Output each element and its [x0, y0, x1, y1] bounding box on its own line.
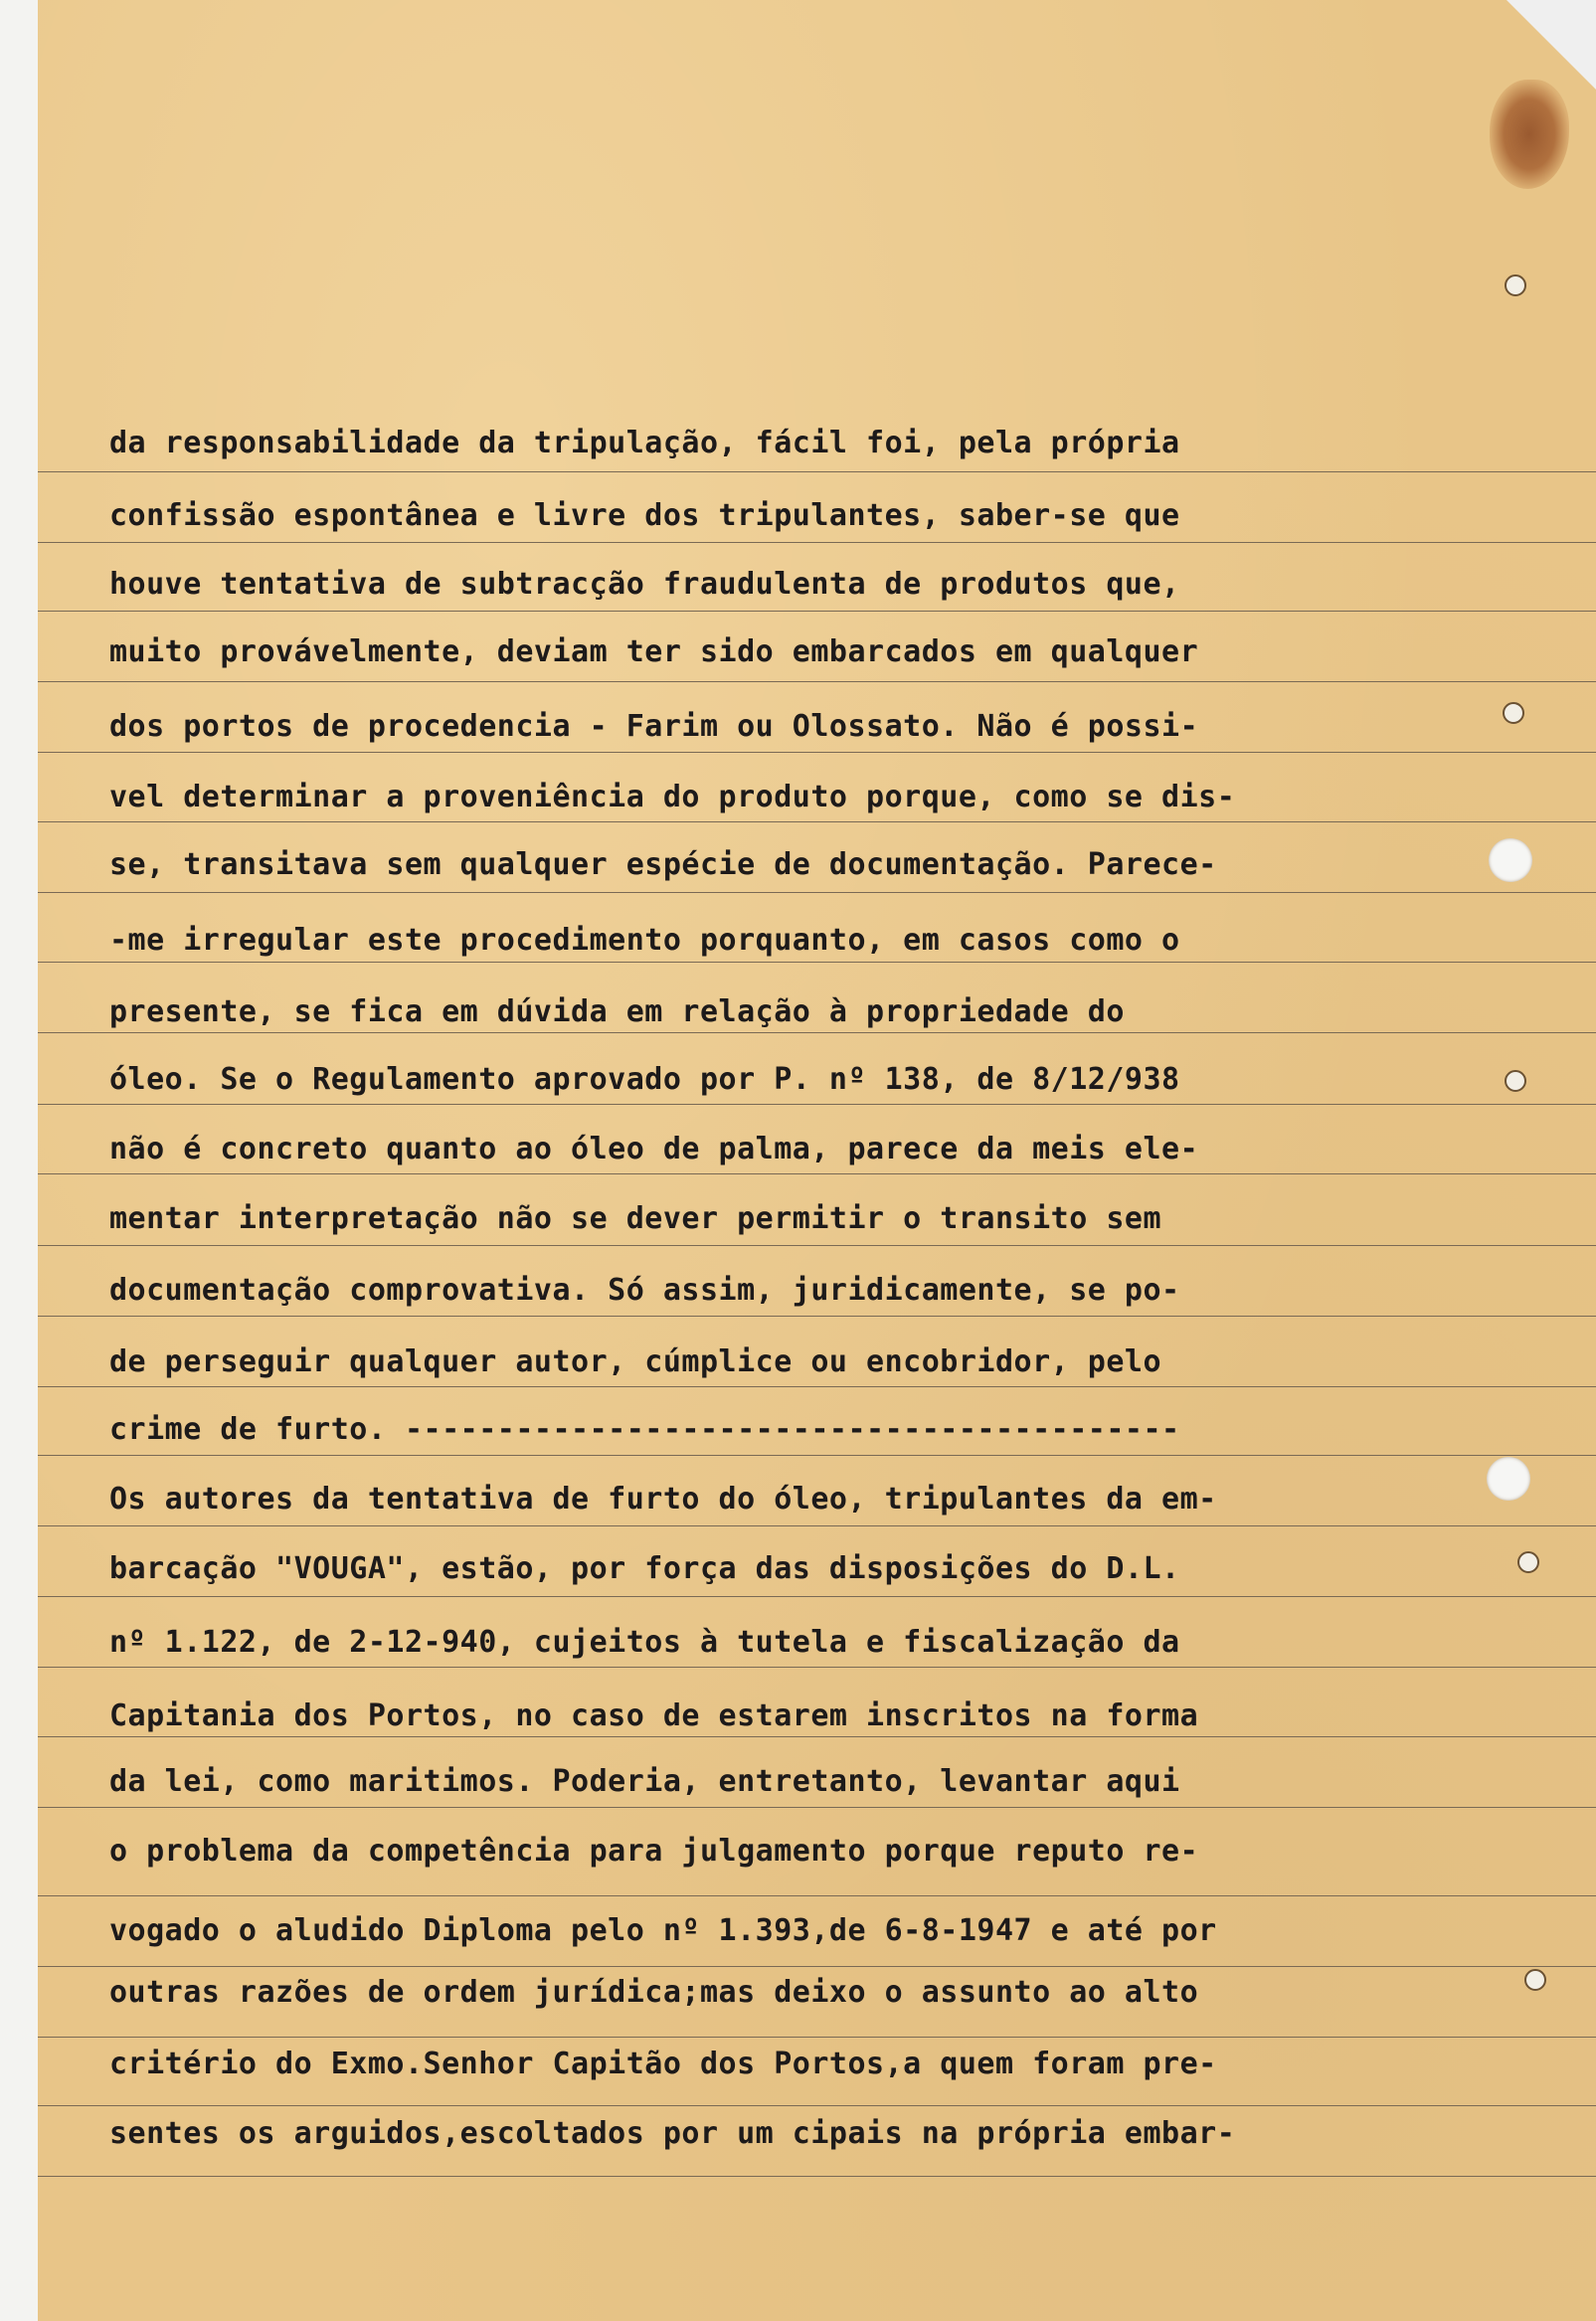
ruled-line — [38, 1966, 1596, 1967]
ruled-line — [38, 2176, 1596, 2177]
ruled-line — [38, 1455, 1596, 1456]
ruled-line — [38, 1316, 1596, 1317]
text-line-14: de perseguir qualquer autor, cúmplice ou encobridor, pelo — [109, 1344, 1162, 1379]
ruled-line — [38, 1895, 1596, 1896]
ruled-line — [38, 471, 1596, 472]
ruled-line — [38, 821, 1596, 822]
ruled-line — [38, 962, 1596, 963]
text-line-9: presente, se fica em dúvida em relação à propriedade do — [109, 994, 1125, 1029]
ruled-line — [38, 892, 1596, 893]
text-line-15: crime de furto. ------------------------------------------ — [109, 1412, 1180, 1447]
torn-corner — [1507, 0, 1596, 89]
text-line-2: confissão espontânea e livre dos tripulantes, saber-se que — [109, 498, 1180, 533]
text-line-23: outras razões de ordem jurídica;mas deixo o assunto ao alto — [109, 1975, 1199, 2010]
ruled-line — [38, 1667, 1596, 1668]
ruled-line — [38, 1173, 1596, 1174]
text-line-10: óleo. Se o Regulamento aprovado por P. nº 138, de 8/12/938 — [109, 1062, 1180, 1097]
punch-hole-upper — [1489, 838, 1532, 882]
text-line-16: Os autores da tentativa de furto do óleo, tripulantes da em- — [109, 1482, 1217, 1517]
ruled-line — [38, 752, 1596, 753]
ruled-line — [38, 611, 1596, 612]
text-line-17: barcação "VOUGA", estão, por força das disposições do D.L. — [109, 1551, 1180, 1586]
staple-hole-5 — [1524, 1969, 1546, 1991]
ruled-line — [38, 1104, 1596, 1105]
staple-hole-2 — [1503, 702, 1524, 724]
ruled-line — [38, 681, 1596, 682]
ruled-line — [38, 1245, 1596, 1246]
text-line-19: Capitania dos Portos, no caso de estarem inscritos na forma — [109, 1698, 1199, 1733]
text-line-1: da responsabilidade da tripulação, fácil foi, pela própria — [109, 426, 1180, 460]
text-line-25: sentes os arguidos,escoltados por um cipais na própria embar- — [109, 2116, 1236, 2151]
text-line-13: documentação comprovativa. Só assim, juridicamente, se po- — [109, 1273, 1180, 1308]
ruled-line — [38, 1032, 1596, 1033]
text-line-22: vogado o aludido Diploma pelo nº 1.393,de 6-8-1947 e até por — [109, 1913, 1217, 1948]
staple-hole-1 — [1505, 274, 1526, 296]
text-line-6: vel determinar a proveniência do produto porque, como se dis- — [109, 780, 1236, 814]
text-line-11: não é concreto quanto ao óleo de palma, parece da meis ele- — [109, 1132, 1199, 1166]
text-line-20: da lei, como maritimos. Poderia, entretanto, levantar aqui — [109, 1764, 1180, 1799]
scan-margin — [0, 0, 38, 2321]
ruled-line — [38, 1386, 1596, 1387]
text-line-21: o problema da competência para julgamento porque reputo re- — [109, 1834, 1199, 1869]
staple-hole-4 — [1517, 1551, 1539, 1573]
ruled-line — [38, 1807, 1596, 1808]
staple-hole-3 — [1505, 1070, 1526, 1092]
ruled-line — [38, 1736, 1596, 1737]
ruled-line — [38, 1525, 1596, 1526]
text-line-3: houve tentativa de subtracção fraudulenta de produtos que, — [109, 567, 1180, 602]
text-line-12: mentar interpretação não se dever permitir o transito sem — [109, 1201, 1162, 1236]
ruled-line — [38, 542, 1596, 543]
text-line-24: critério do Exmo.Senhor Capitão dos Portos,a quem foram pre- — [109, 2047, 1217, 2081]
text-line-18: nº 1.122, de 2-12-940, cujeitos à tutela e fiscalização da — [109, 1625, 1180, 1660]
ruled-line — [38, 2105, 1596, 2106]
ruled-line — [38, 2037, 1596, 2038]
punch-hole-lower — [1487, 1457, 1530, 1501]
ruled-line — [38, 1596, 1596, 1597]
text-line-8: -me irregular este procedimento porquanto, em casos como o — [109, 923, 1180, 958]
text-line-5: dos portos de procedencia - Farim ou Olossato. Não é possi- — [109, 709, 1199, 744]
text-line-7: se, transitava sem qualquer espécie de documentação. Parece- — [109, 847, 1217, 882]
text-line-4: muito provávelmente, deviam ter sido embarcados em qualquer — [109, 634, 1199, 669]
